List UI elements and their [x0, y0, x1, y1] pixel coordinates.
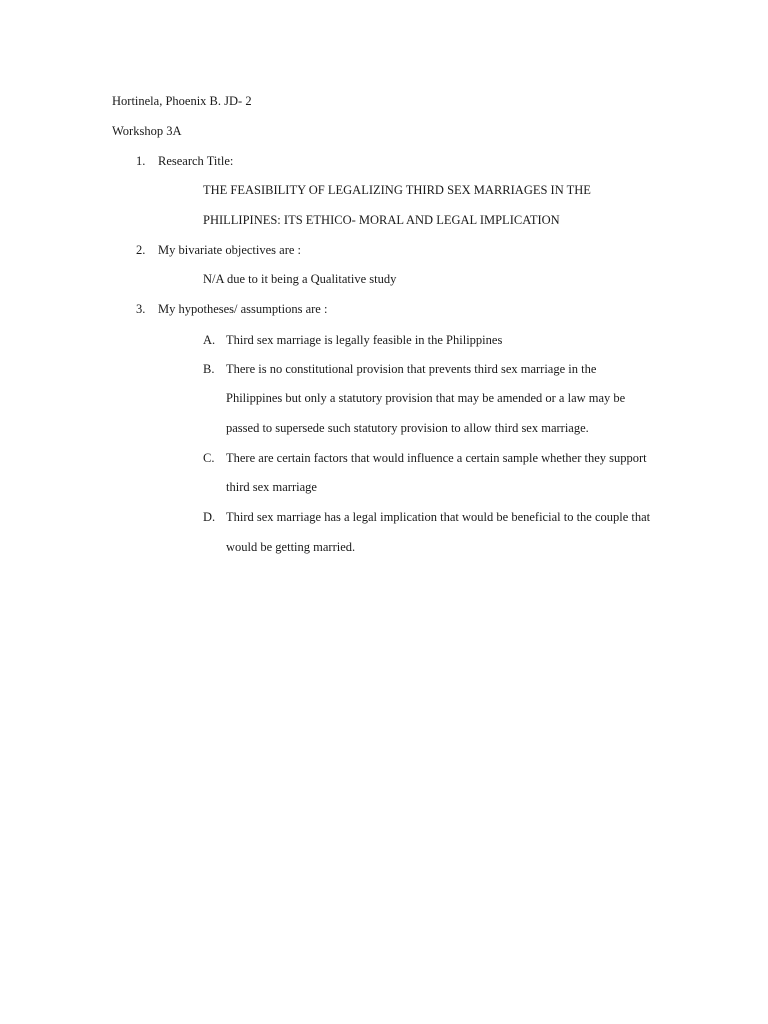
- subitem-line: Third sex marriage is legally feasible in the Philippines: [226, 333, 503, 347]
- item-number: 2.: [136, 243, 146, 257]
- item-body-line: N/A due to it being a Qualitative study: [203, 272, 397, 286]
- subitem-line: passed to supersede such statutory provision to allow third sex marriage.: [226, 421, 589, 435]
- item-label: My hypotheses/ assumptions are :: [158, 302, 328, 316]
- subitem-line: There are certain factors that would influence a certain sample whether they support: [226, 451, 647, 465]
- research-title-line: THE FEASIBILITY OF LEGALIZING THIRD SEX MARRIAGES IN THE: [203, 183, 591, 197]
- subitem-letter: C.: [203, 451, 215, 465]
- subitem-letter: B.: [203, 362, 215, 376]
- workshop-title: Workshop 3A: [112, 124, 182, 138]
- subitem-line: Philippines but only a statutory provision that may be amended or a law may be: [226, 391, 626, 405]
- subitem-letter: A.: [203, 333, 216, 347]
- subitem-line: would be getting married.: [226, 540, 356, 554]
- subitem-line: third sex marriage: [226, 480, 317, 494]
- item-label: My bivariate objectives are :: [158, 243, 301, 257]
- subitem-line: There is no constitutional provision that prevents third sex marriage in the: [226, 362, 597, 376]
- subitem-line: Third sex marriage has a legal implication that would be beneficial to the couple that: [226, 510, 651, 524]
- research-title-line: PHILLIPINES: ITS ETHICO- MORAL AND LEGAL IMPLICATION: [203, 213, 560, 227]
- item-number: 3.: [136, 302, 146, 316]
- item-number: 1.: [136, 154, 146, 168]
- author-line: Hortinela, Phoenix B. JD- 2: [112, 94, 252, 108]
- subitem-letter: D.: [203, 510, 216, 524]
- item-label: Research Title:: [158, 154, 234, 168]
